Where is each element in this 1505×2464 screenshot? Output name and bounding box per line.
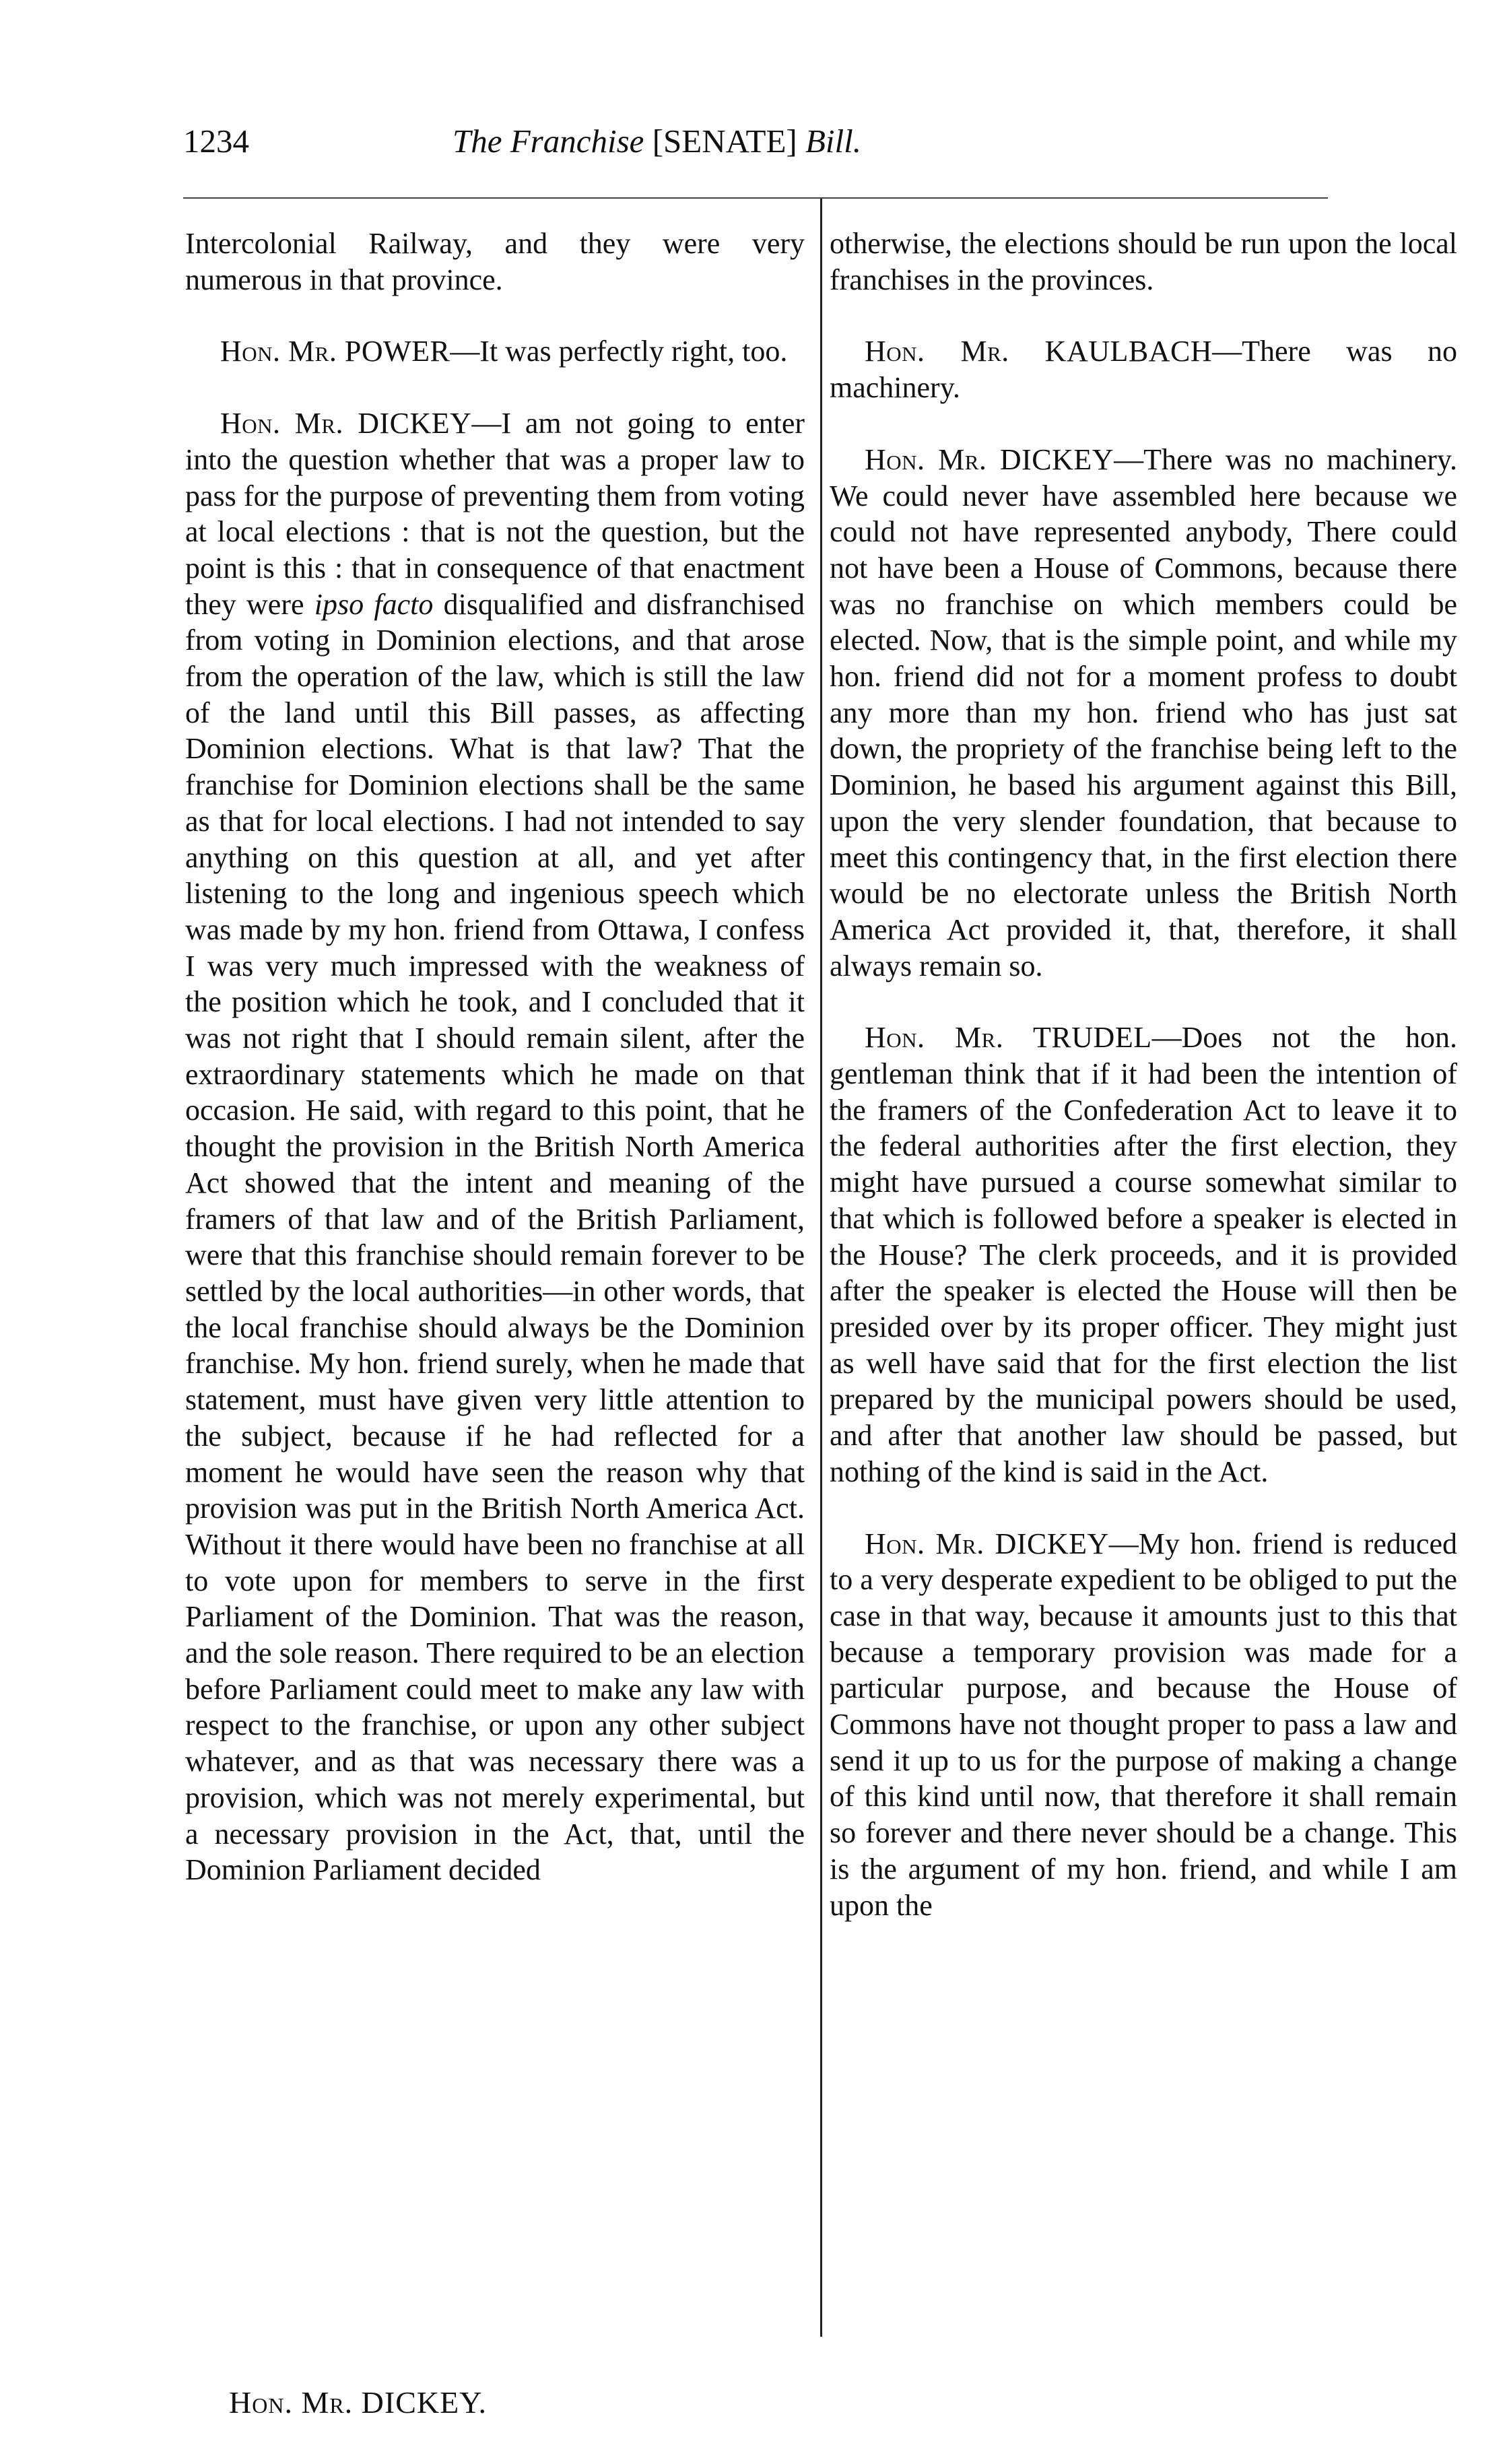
running-title-part3: Bill. bbox=[805, 123, 861, 160]
speaker-name: Hon. Mr. DICKEY bbox=[865, 1527, 1109, 1560]
speech-text: —There was no machinery. bbox=[830, 335, 1457, 405]
speech-paragraph bbox=[185, 405, 805, 1888]
speech-paragraph bbox=[830, 333, 1457, 405]
running-title bbox=[453, 114, 861, 168]
page-number: 1234 bbox=[183, 123, 249, 160]
latin-phrase: ipso facto bbox=[314, 587, 434, 621]
paragraph-continuation: otherwise, the elections should be run upon the local franchises in the provinces. bbox=[830, 227, 1457, 296]
running-title-part2: [SENATE] bbox=[652, 123, 797, 160]
column-divider bbox=[820, 199, 822, 2337]
running-title-part1: The Franchise bbox=[453, 123, 644, 160]
speech-text: —There was no machinery. We could never have assembled here because we could not have represented anybody, There could not have been a House of Commons, because there was no franchise on which members could be elected. Now, that is the simple point, and while my hon. friend did not for a moment profess to doubt any more than my hon. friend who has just sat down, the propriety of the franchise being left to the Dominion, he based his argument against this Bill, upon the very slender foundation, that because to meet this contingency that, in the first election there would be no electorate unless the British North America Act provided it, that, therefore, it shall always remain so. bbox=[830, 442, 1457, 983]
speech-text: —My hon. friend is reduced to a very desperate expedient to be obliged to put the case in that way, because it amounts just to this that because a temporary provision was made for a particular purpose, and because the House of Commons have not thought proper to pass a law and send it up to us for the purpose of making a change of this kind until now, that therefore it shall remain so forever and there never should be a change. This is the argument of my hon. friend, and while I am upon the bbox=[830, 1527, 1457, 1922]
speech-paragraph bbox=[830, 1526, 1457, 1924]
speech-paragraph bbox=[830, 1020, 1457, 1490]
speech-text: disqualified and disfranchised from voting in Dominion elections, and that arose from the operation of the law, which is still the law of the land until this Bill passes, as affecting Dominion elections. What is that law? That the franchise for Dominion elections shall be the same as that for local elections. I had not intended to say anything on this question at all, and yet after listening to the long and ingenious speech which was made by my hon. friend from Ottawa, I confess I was very much impressed with the weakness of the position which he took, and I concluded that it was not right that I should remain silent, after the extraordinary statements which he made on that occasion. He said, with regard to this point, that he thought the provision in the British North America Act showed that the intent and meaning of the framers of that law and of the British Parliament, were that this franchise should remain forever to be settled by the local authorities—in other words, that the local franchise should always be the Dominion franchise. My hon. friend surely, when he made that statement, must have given very little attention to the subject, because if he had reflected for a moment he would have seen the reason why that provision was put in the British North America Act. Without it there would have been no franchise at all to vote upon for members to serve in the first Parliament of the Dominion. That was the reason, and the sole reason. There required to be an election before Parliament could meet to make any law with respect to the franchise, or upon any other subject whatever, and as that was necessary there was a provision, which was not merely experimental, but a necessary provision in the Act, that, until the Dominion Parliament decided bbox=[185, 587, 805, 1887]
footer-catchword: Hon. Mr. DICKEY. bbox=[229, 2385, 488, 2420]
page-header bbox=[183, 114, 1328, 168]
speech-paragraph bbox=[830, 442, 1457, 985]
header-rule bbox=[183, 197, 1328, 199]
speaker-name: Hon. Mr. KAULBACH bbox=[865, 335, 1213, 368]
speaker-name: Hon. Mr. POWER bbox=[220, 335, 450, 368]
paragraph-continuation: Intercolonial Railway, and they were very numerous in that province. bbox=[185, 227, 805, 296]
right-column bbox=[830, 226, 1457, 1959]
speaker-name: Hon. Mr. TRUDEL bbox=[865, 1021, 1152, 1055]
speech-paragraph bbox=[185, 333, 805, 370]
speech-text: —It was perfectly right, too. bbox=[450, 335, 788, 368]
speaker-name: Hon. Mr. DICKEY bbox=[220, 407, 472, 440]
left-column bbox=[185, 226, 805, 1924]
speaker-name: Hon. Mr. DICKEY bbox=[865, 442, 1114, 476]
speech-text: —Does not the hon. gentleman think that if it had been the intention of the framers of the Confederation Act to leave it to the federal authorities after the first election, they might have pursued a course somewhat similar to that which is followed before a speaker is elected in the House? The clerk proceeds, and it is provided after the speaker is elected the House will then be presided over by its proper officer. They might just as well have said that for the first election the list prepared by the municipal powers should be used, and after that another law should be passed, but nothing of the kind is said in the Act. bbox=[830, 1021, 1457, 1488]
speech-text: —I am not going to enter into the question whether that was a proper law to pass for the purpose of preventing them from voting at local elections : that is not the question, but the point is this : that in consequence of that enactment they were bbox=[185, 407, 805, 621]
